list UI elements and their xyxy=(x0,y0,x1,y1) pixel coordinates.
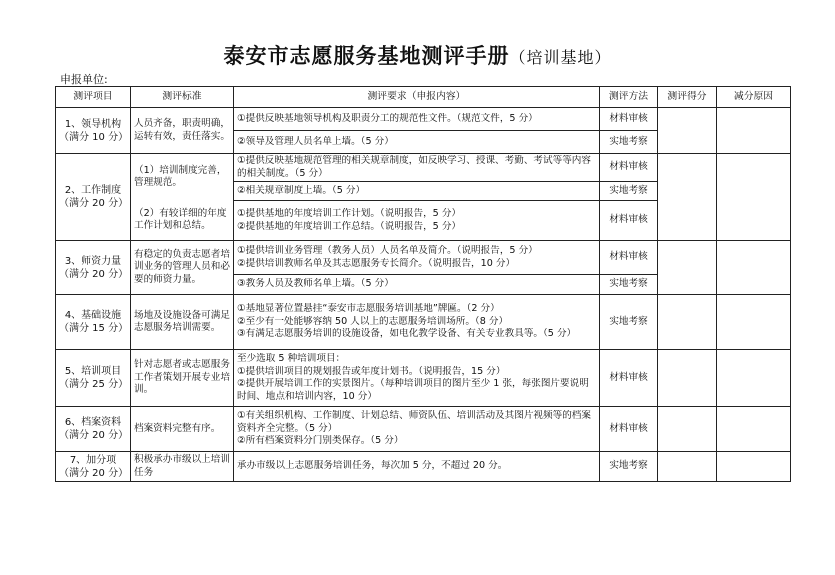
requirement-line: ②提供培训教师名单及其志愿服务专长简介。（说明报告，10 分） xyxy=(237,257,516,269)
deduction-cell[interactable] xyxy=(717,407,791,452)
header-deduction: 减分原因 xyxy=(717,87,791,108)
requirement-cell xyxy=(234,452,600,482)
requirement-line: ②至少有一处能够容纳 50 人以上的志愿服务培训场所。（8 分） xyxy=(237,315,509,327)
table-row xyxy=(56,241,791,275)
method-cell: 实地考察 xyxy=(600,452,658,482)
requirement-line: ①提供反映基地规范管理的相关规章制度，如反映学习、授课、考勤、考试等等内容的相关制度。（5 分） xyxy=(237,155,591,179)
item-cell xyxy=(56,241,131,295)
item-name: 5、培训项目 xyxy=(64,366,122,377)
table-row xyxy=(56,407,791,452)
item-score: （满分 15 分） xyxy=(59,323,129,334)
requirement-line: ①提供基地的年度培训工作计划。（说明报告，5 分） xyxy=(237,208,462,219)
requirement-line: ③教务人员及教师名单上墙。（5 分） xyxy=(237,278,394,290)
page-title xyxy=(0,40,835,70)
header-row xyxy=(56,87,791,108)
title-main: 泰安市志愿服务基地测评手册 xyxy=(223,43,510,68)
score-cell[interactable] xyxy=(658,452,717,482)
item-cell xyxy=(56,154,131,241)
requirement-line: ①提供培训项目的规划报告或年度计划书。（说明报告，15 分） xyxy=(237,365,506,377)
method-cell: 实地考察 xyxy=(600,131,658,154)
item-score: （满分 10 分） xyxy=(59,131,129,143)
requirement-cell xyxy=(234,131,600,154)
requirement-cell xyxy=(234,154,600,182)
requirement-cell xyxy=(234,275,600,295)
item-score: （满分 20 分） xyxy=(59,467,129,479)
requirement-cell xyxy=(234,295,600,350)
item-name: 3、师资力量 xyxy=(64,255,122,267)
standard-cell: 档案资料完整有序。 xyxy=(131,407,234,452)
item-score: （满分 25 分） xyxy=(59,379,129,390)
deduction-cell[interactable] xyxy=(717,154,791,241)
standard-cell: 积极承办市级以上培训任务 xyxy=(131,452,234,482)
requirement-line: ①有关组织机构、工作制度、计划总结、师资队伍、培训活动及其图片视频等的档案资料齐全完整。（5 分） xyxy=(237,410,591,434)
requirement-line: ③有满足志愿服务培训的设施设备，如电化教学设备、有关专业教具等。（5 分） xyxy=(237,328,577,340)
evaluation-table xyxy=(55,86,791,482)
score-cell[interactable] xyxy=(658,154,717,241)
requirement-cell xyxy=(234,407,600,452)
score-cell[interactable] xyxy=(658,295,717,350)
item-score: （满分 20 分） xyxy=(59,430,129,441)
unit-label: 申报单位: xyxy=(60,73,108,86)
item-cell xyxy=(56,407,131,452)
method-cell: 材料审核 xyxy=(600,241,658,275)
item-name: 1、领导机构 xyxy=(64,118,122,130)
table-row xyxy=(56,295,791,350)
method-cell: 材料审核 xyxy=(600,154,658,182)
requirement-line: ①基地显著位置悬挂“泰安市志愿服务培训基地”牌匾。（2 分） xyxy=(237,303,500,315)
requirement-line: ②领导及管理人员名单上墙。（5 分） xyxy=(237,135,394,147)
requirement-line: ②相关规章制度上墙。（5 分） xyxy=(237,184,366,196)
score-cell[interactable] xyxy=(658,407,717,452)
method-cell: 材料审核 xyxy=(600,201,658,241)
table-row xyxy=(56,452,791,482)
deduction-cell[interactable] xyxy=(717,350,791,407)
deduction-cell[interactable] xyxy=(717,452,791,482)
item-cell xyxy=(56,452,131,482)
header-score: 测评得分 xyxy=(658,87,717,108)
requirement-line: ①提供培训业务管理（教务人员）人员名单及简介。（说明报告，5 分） xyxy=(237,245,538,256)
item-cell xyxy=(56,295,131,350)
table-row xyxy=(56,154,791,182)
table-row xyxy=(56,108,791,131)
item-score: （满分 20 分） xyxy=(59,198,129,209)
method-cell: 实地考察 xyxy=(600,182,658,201)
requirement-line: ②提供基地的年度培训工作总结。（说明报告，5 分） xyxy=(237,220,462,232)
deduction-cell[interactable] xyxy=(717,295,791,350)
requirement-line: ②所有档案资料分门别类保存。（5 分） xyxy=(237,435,404,447)
standard-cell: （2）有较详细的年度工作计划和总结。 xyxy=(131,201,234,241)
item-name: 4、基础设施 xyxy=(64,310,122,321)
standard-cell: 有稳定的负责志愿者培训业务的管理人员和必要的师资力量。 xyxy=(131,241,234,295)
standard-cell: 人员齐备，职责明确，运转有效，责任落实。 xyxy=(131,108,234,154)
requirement-line: ②提供开展培训工作的实景图片。（每种培训项目的图片至少 1 张，每张图片要说明时间、地点和培训内容，10 分） xyxy=(237,378,589,402)
requirement-cell xyxy=(234,350,600,407)
score-cell[interactable] xyxy=(658,241,717,295)
score-cell[interactable] xyxy=(658,350,717,407)
standard-cell: 场地及设施设备可满足志愿服务培训需要。 xyxy=(131,295,234,350)
method-cell: 材料审核 xyxy=(600,350,658,407)
method-cell: 材料审核 xyxy=(600,407,658,452)
requirement-cell xyxy=(234,201,600,241)
score-cell[interactable] xyxy=(658,108,717,154)
header-item: 测评项目 xyxy=(56,87,131,108)
header-standard: 测评标准 xyxy=(131,87,234,108)
item-cell xyxy=(56,108,131,154)
deduction-cell[interactable] xyxy=(717,108,791,154)
requirement-cell xyxy=(234,241,600,275)
item-score: （满分 20 分） xyxy=(59,268,129,280)
item-name: 2、工作制度 xyxy=(64,185,122,196)
item-cell xyxy=(56,350,131,407)
method-cell: 实地考察 xyxy=(600,275,658,295)
requirement-cell xyxy=(234,108,600,131)
header-method: 测评方法 xyxy=(600,87,658,108)
requirement-cell xyxy=(234,182,600,201)
requirement-line: 承办市级以上志愿服务培训任务，每次加 5 分，不超过 20 分。 xyxy=(237,460,508,472)
deduction-cell[interactable] xyxy=(717,241,791,295)
standard-cell: 针对志愿者或志愿服务工作者策划开展专业培训。 xyxy=(131,350,234,407)
method-cell: 实地考察 xyxy=(600,295,658,350)
requirement-line: 至少选取 5 种培训项目： xyxy=(237,353,346,364)
method-cell: 材料审核 xyxy=(600,108,658,131)
standard-cell: （1）培训制度完善，管理规范。 xyxy=(131,154,234,201)
item-name: 7、加分项 xyxy=(69,454,117,466)
requirement-line: ①提供反映基地领导机构及职责分工的规范性文件。（规范文件，5 分） xyxy=(237,112,538,124)
table-row xyxy=(56,350,791,407)
header-requirement: 测评要求（申报内容） xyxy=(234,87,600,108)
title-sub: （培训基地） xyxy=(509,48,612,67)
item-name: 6、档案资料 xyxy=(64,417,122,428)
